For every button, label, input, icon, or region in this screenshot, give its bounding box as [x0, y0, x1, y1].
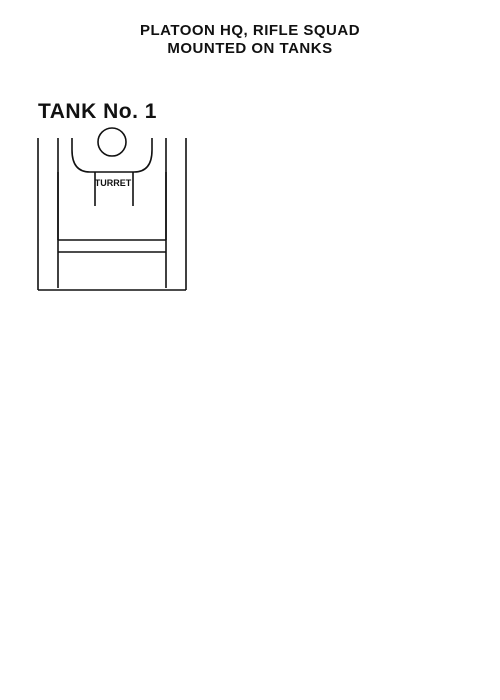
page-subtitle: MOUNTED ON TANKS	[167, 40, 333, 57]
page-title: PLATOON HQ, RIFLE SQUAD	[139, 22, 361, 39]
tank1-turret-outline	[72, 138, 152, 172]
tank1-hull-outline	[38, 138, 186, 290]
tank1-turret-label: TURRET	[94, 178, 132, 188]
tank1-title: TANK No. 1	[38, 100, 157, 123]
tank1-hatch	[98, 128, 126, 156]
